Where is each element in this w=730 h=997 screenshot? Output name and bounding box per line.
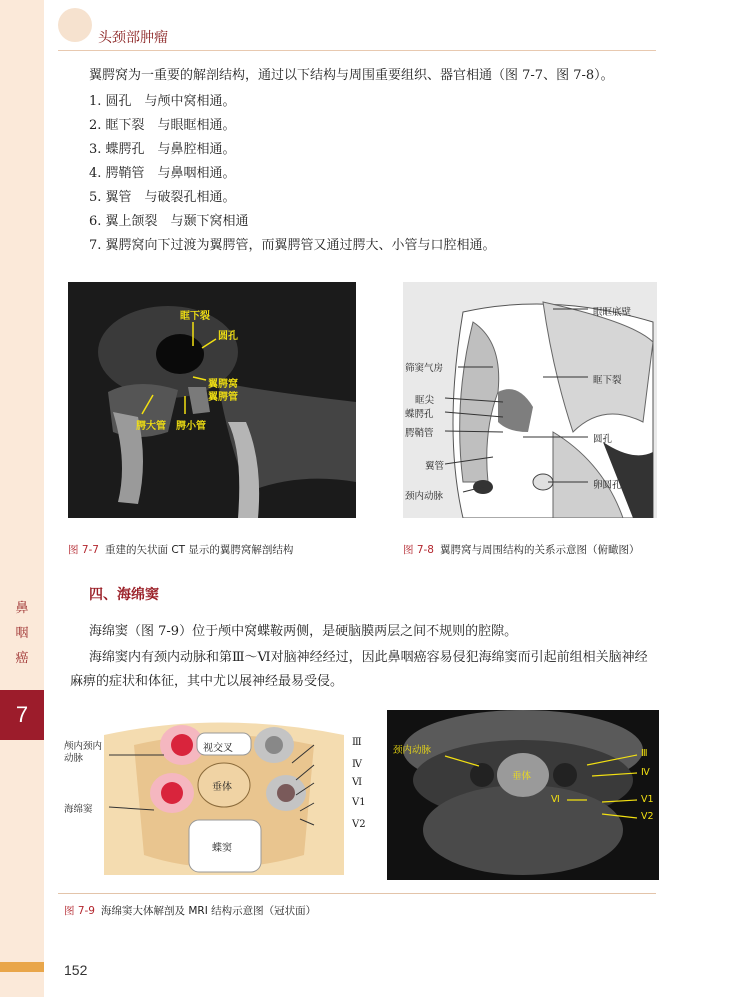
illus-label-pituitary: 垂体 bbox=[212, 782, 232, 793]
paragraph-2-line2: 麻痹的症状和体征，其中尤以展神经最易受侵。 bbox=[70, 674, 344, 689]
list-item: 1. 圆孔 与颅中窝相通。 bbox=[89, 94, 236, 109]
illus-label-VI: Ⅵ bbox=[352, 777, 363, 788]
diagram-label-ica: 颈内动脉 bbox=[405, 491, 444, 502]
mri-label-VI: Ⅵ bbox=[551, 794, 560, 805]
sidebar-label-2: 咽 bbox=[15, 626, 29, 641]
mri-label-III: Ⅲ bbox=[641, 748, 648, 759]
illus-label-V2: V2 bbox=[352, 819, 366, 830]
paragraph-2-line1: 海绵窦内有颈内动脉和第Ⅲ～Ⅵ对脑神经经过，因此鼻咽癌容易侵犯海绵窦而引起前组相关脑神经 bbox=[89, 650, 648, 665]
illus-label-V1: V1 bbox=[352, 797, 366, 808]
paragraph-1: 海绵窦（图 7-9）位于颅中窝蝶鞍两侧，是硬脑膜两层之间不规则的腔隙。 bbox=[89, 624, 518, 639]
diagram-label-oval-foramen: 卵圆孔 bbox=[593, 480, 622, 491]
header-logo bbox=[58, 8, 92, 42]
ct-label-round-foramen: 圆孔 bbox=[218, 331, 238, 342]
diagram-label-orbital-apex: 眶尖 bbox=[415, 395, 435, 406]
sidebar-label-3: 癌 bbox=[15, 651, 29, 666]
page-number: 152 bbox=[64, 962, 88, 978]
mri-label-V2: V2 bbox=[641, 811, 654, 822]
caption-text: 翼腭窝与周围结构的关系示意图（俯瞰图） bbox=[440, 544, 640, 556]
list-item: 4. 腭鞘管 与鼻咽相通。 bbox=[89, 166, 236, 181]
sidebar bbox=[0, 0, 44, 997]
ct-label-infraorbital: 眶下裂 bbox=[180, 311, 210, 322]
diagram-label-round-foramen: 圆孔 bbox=[593, 434, 613, 445]
illus-label-chiasm: 视交叉 bbox=[203, 743, 233, 754]
list-item: 6. 翼上颌裂 与颞下窝相通 bbox=[89, 214, 249, 229]
caption-number: 图 7-7 bbox=[68, 544, 99, 556]
figure-7-7-caption bbox=[68, 542, 293, 557]
figure-7-8-diagram bbox=[403, 282, 657, 522]
header-divider bbox=[58, 50, 656, 51]
diagram-label-palatovaginal: 腭鞘管 bbox=[405, 428, 434, 439]
figure-7-9-illustration bbox=[64, 715, 374, 889]
caption-number: 图 7-9 bbox=[64, 905, 95, 917]
diagram-label-pterygoid: 翼管 bbox=[425, 461, 445, 472]
list-item: 7. 翼腭窝向下过渡为翼腭管，而翼腭管又通过腭大、小管与口腔相通。 bbox=[89, 238, 496, 253]
figure-7-9-mri bbox=[387, 710, 659, 884]
ct-label-lesser-palatine: 腭小管 bbox=[176, 421, 206, 432]
figure-7-7-ct bbox=[68, 282, 356, 522]
mri-label-pituitary: 垂体 bbox=[512, 771, 532, 782]
mri-label-IV: Ⅳ bbox=[641, 767, 650, 778]
illus-label-sphenoid: 蝶窦 bbox=[212, 843, 232, 854]
figure-7-9-caption bbox=[64, 903, 316, 918]
caption-text: 海绵窦大体解剖及 MRI 结构示意图（冠状面） bbox=[101, 905, 317, 917]
page-bar bbox=[0, 962, 44, 972]
mri-image bbox=[387, 710, 659, 880]
intro-paragraph: 翼腭窝为一重要的解剖结构，通过以下结构与周围重要组织、器官相通（图 7-7、图 7-8）。 bbox=[89, 68, 614, 83]
sidebar-label-1: 鼻 bbox=[15, 601, 29, 616]
illus-label-III: Ⅲ bbox=[352, 737, 362, 748]
caption-text: 重建的矢状面 CT 显示的翼腭窝解剖结构 bbox=[105, 544, 294, 556]
figure-divider bbox=[58, 893, 656, 894]
page-header-title: 头颈部肿瘤 bbox=[98, 30, 168, 46]
connection-list bbox=[89, 90, 659, 258]
figure-7-8-caption bbox=[403, 542, 640, 557]
illus-label-cavernous: 海绵窦 bbox=[64, 804, 93, 815]
list-item: 5. 翼管 与破裂孔相通。 bbox=[89, 190, 236, 205]
diagram-label-infraorbital: 眶下裂 bbox=[593, 375, 622, 386]
illus-label-IV: Ⅳ bbox=[352, 759, 362, 770]
ct-label-greater-palatine: 腭大管 bbox=[136, 421, 166, 432]
chapter-number: 7 bbox=[0, 690, 44, 740]
ct-label-ptp-fossa: 翼腭窝 bbox=[208, 379, 238, 390]
ct-label-ptp-canal: 翼腭管 bbox=[208, 392, 238, 403]
illus-label-ica: 颅内颈内动脉 bbox=[64, 741, 103, 764]
mri-label-V1: V1 bbox=[641, 794, 654, 805]
diagram-label-sphenopalatine: 蝶腭孔 bbox=[405, 409, 434, 420]
diagram-label-ethmoid: 筛窦气房 bbox=[405, 363, 444, 374]
caption-number: 图 7-8 bbox=[403, 544, 434, 556]
mri-label-ica: 颈内动脉 bbox=[393, 745, 432, 756]
list-item: 3. 蝶腭孔 与鼻腔相通。 bbox=[89, 142, 236, 157]
section-title: 四、海绵窦 bbox=[89, 587, 159, 603]
diagram-label-orbit-floor: 眼眶底壁 bbox=[593, 307, 632, 318]
list-item: 2. 眶下裂 与眼眶相通。 bbox=[89, 118, 236, 133]
